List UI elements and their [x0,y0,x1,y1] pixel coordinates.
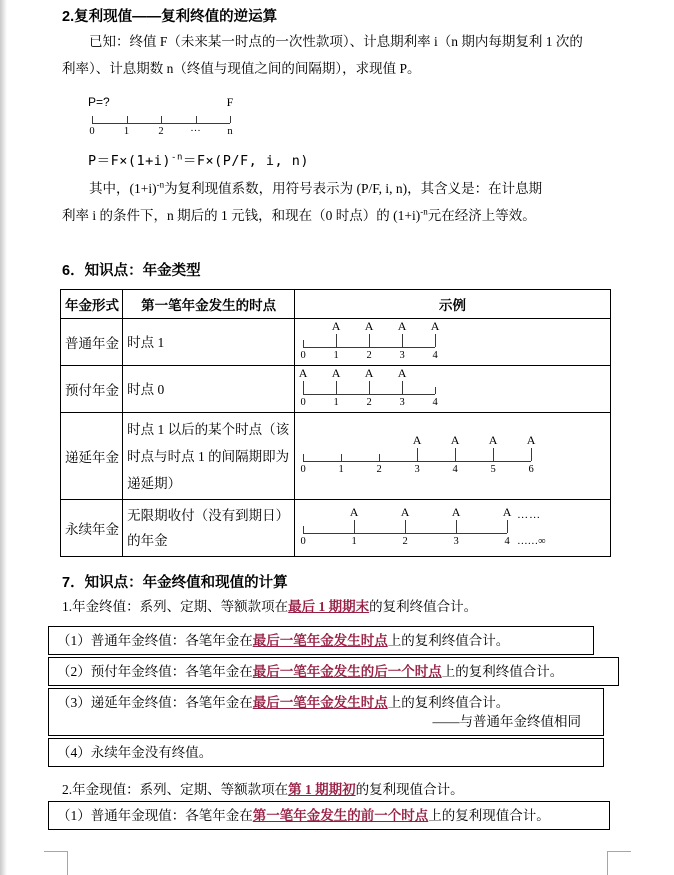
timeline-tick [303,526,304,533]
future-value-note-boxes [48,626,619,769]
timeline-stem [531,448,532,461]
timeline-A: A [412,433,422,447]
deferred-fv-text: （3）递延年金终值：各笔年金在最后一笔年金发生时点上的复利终值合计。 [57,695,510,710]
timeline-A: A [526,433,536,447]
heading-annuity-types: 6．知识点：年金类型 [62,263,201,279]
timeline-lab: 3 [399,397,405,408]
timeline-line [92,123,230,124]
timeline-tick [435,387,436,394]
timeline-stem [455,448,456,461]
timeline-lab: 0 [300,350,306,361]
known-paragraph-line1: 已知：终值 F（未来某一时点的一次性款项）、计息期利率 i（n 期内每期复利 1 次的 [89,34,583,49]
margin-mark-bottom-right [607,851,631,875]
note-paragraph-line2: 利率 i 的条件下，n 期后的 1 元钱，和现在（0 时点）的 $(1+i)^{-n}$元在经济上等效。 [62,206,536,223]
timeline-lab: 1 [338,464,344,475]
cell-example [295,500,611,557]
timeline-A: F [226,95,234,109]
header-annuity-form: 年金形式 [61,290,123,319]
cell-example [295,366,611,413]
timeline-lab: 0 [300,397,306,408]
timeline-stem [493,448,494,461]
timeline-tlx: P=? [88,95,110,109]
timeline-stem [417,448,418,461]
header-first-payment-time: 第一笔年金发生的时点 [123,290,295,319]
table-header-row [61,290,611,319]
timeline-A: A [349,505,359,519]
note-box-ordinary-annuity-fv: （1）普通年金终值：各笔年金在最后一笔年金发生时点上的复利终值合计。 [48,626,594,655]
timeline-stem [336,334,337,347]
known-paragraph-line2: 利率）、计息期数 n（终值与现值之间的间隔期），求现值 P。 [62,61,421,76]
timeline-line [303,533,507,534]
timeline-tick [341,454,342,461]
future-value-intro: 1.年金终值：系列、定期、等额款项在最后 1 期期末的复利终值合计。 [62,599,478,614]
timeline-stem [405,520,406,533]
timeline-lab: 0 [300,536,306,547]
cell-time: 时点 1 [123,319,295,366]
timeline-stem [402,381,403,394]
table-row-deferred-annuity [61,413,611,500]
timeline-A: A [502,505,512,519]
timeline-tick [127,116,128,123]
timeline-lab: 2 [366,397,372,408]
timeline-A: A [400,505,410,519]
present-value-timeline-diagram [88,97,240,139]
timeline-lab: 5 [490,464,496,475]
timeline-tick [379,454,380,461]
timeline-lab: 1 [351,536,357,547]
timeline-lab: 3 [399,350,405,361]
note-box-annuity-due-fv: （2）预付年金终值：各笔年金在最后一笔年金发生的后一个时点上的复利终值合计。 [48,657,619,686]
timeline-A: A [430,319,440,333]
note-paragraph-line1: 其中，$(1+i)^{-n}$为复利现值系数，用符号表示为 (P/F, i, n)，其含义是：在计息期 [89,179,543,196]
cell-form: 永续年金 [61,500,123,557]
timeline-A: A [298,366,308,380]
table-row-perpetuity [61,500,611,557]
heading-annuity-fv-pv: 7．知识点：年金终值和现值的计算 [62,575,288,591]
timeline-tick [303,454,304,461]
timeline-lab: 1 [333,350,339,361]
timeline-tick [92,116,93,123]
note-box-deferred-annuity-fv [48,688,604,736]
annuity-due-timeline [299,368,447,410]
margin-mark-bottom-left [44,851,68,875]
timeline-stem [354,520,355,533]
timeline-lab: 0 [300,464,306,475]
cell-time: 时点 1 以后的某个时点（该时点与时点 1 的间隔期即为递延期） [123,413,295,500]
timeline-lab: 4 [432,397,438,408]
timeline-lab: 4 [452,464,458,475]
timeline-lab: 2 [158,126,164,137]
timeline-tick [196,116,197,123]
present-value-intro: 2.年金现值：系列、定期、等额款项在第 1 期期初的复利现值合计。 [62,782,464,797]
cell-example [295,319,611,366]
timeline-lab: 1 [123,126,130,137]
timeline-line [303,461,531,462]
timeline-lab: 3 [453,536,459,547]
note-box-ordinary-annuity-pv: （1）普通年金现值：各笔年金在第一笔年金发生的前一个时点上的复利现值合计。 [48,801,610,830]
timeline-stem [456,520,457,533]
timeline-lab: ··· [190,126,201,137]
present-value-formula: $P=F\times(1+i)^{-n}=F\times(P/F$, i, n) [88,152,310,169]
timeline-lab: 6 [528,464,534,475]
deferred-annuity-timeline [299,435,541,477]
timeline-A: A [488,433,498,447]
timeline-stem [507,520,508,533]
cell-time: 无限期收付（没有到期日）的年金 [123,500,295,557]
timeline-lab: 2 [402,536,408,547]
cell-time: 时点 0 [123,366,295,413]
timeline-sfx: …… [517,509,542,521]
table-row-ordinary-annuity [61,319,611,366]
timeline-lab: 4 [504,536,510,547]
timeline-lab: 1 [333,397,339,408]
timeline-A: A [450,433,460,447]
cell-form: 递延年金 [61,413,123,500]
timeline-stem [402,334,403,347]
timeline-A: A [397,366,407,380]
timeline-sfx2: ……∞ [517,536,546,547]
timeline-A: A [364,319,374,333]
timeline-line [303,347,435,348]
cell-example [295,413,611,500]
timeline-stem [435,334,436,347]
timeline-stem [303,381,304,394]
timeline-tick [303,340,304,347]
timeline-stem [369,334,370,347]
timeline-tick [161,116,162,123]
timeline-A: A [331,319,341,333]
timeline-lab: 4 [432,350,438,361]
timeline-stem [336,381,337,394]
cell-form: 预付年金 [61,366,123,413]
timeline-lab: n [227,126,233,137]
timeline-stem [369,381,370,394]
cell-form: 普通年金 [61,319,123,366]
timeline-A: A [331,366,341,380]
timeline-tick [230,116,231,123]
timeline-lab: 2 [376,464,382,475]
table-row-annuity-due [61,366,611,413]
timeline-lab: 0 [89,126,95,137]
page-left-edge [0,0,7,875]
ordinary-annuity-timeline [299,321,447,363]
deferred-fv-note: ——与普通年金终值相同 [432,714,581,729]
timeline-A: A [397,319,407,333]
timeline-A: A [451,505,461,519]
timeline-line [303,394,435,395]
note-box-perpetuity-fv: （4）永续年金没有终值。 [48,738,604,767]
timeline-lab: 3 [414,464,420,475]
annuity-types-table [60,289,611,557]
perpetuity-timeline [299,507,561,549]
timeline-lab: 2 [366,350,372,361]
header-example: 示例 [295,290,611,319]
timeline-A: A [364,366,374,380]
heading-compound-present-value: 2.复利现值——复利终值的逆运算 [62,9,278,25]
